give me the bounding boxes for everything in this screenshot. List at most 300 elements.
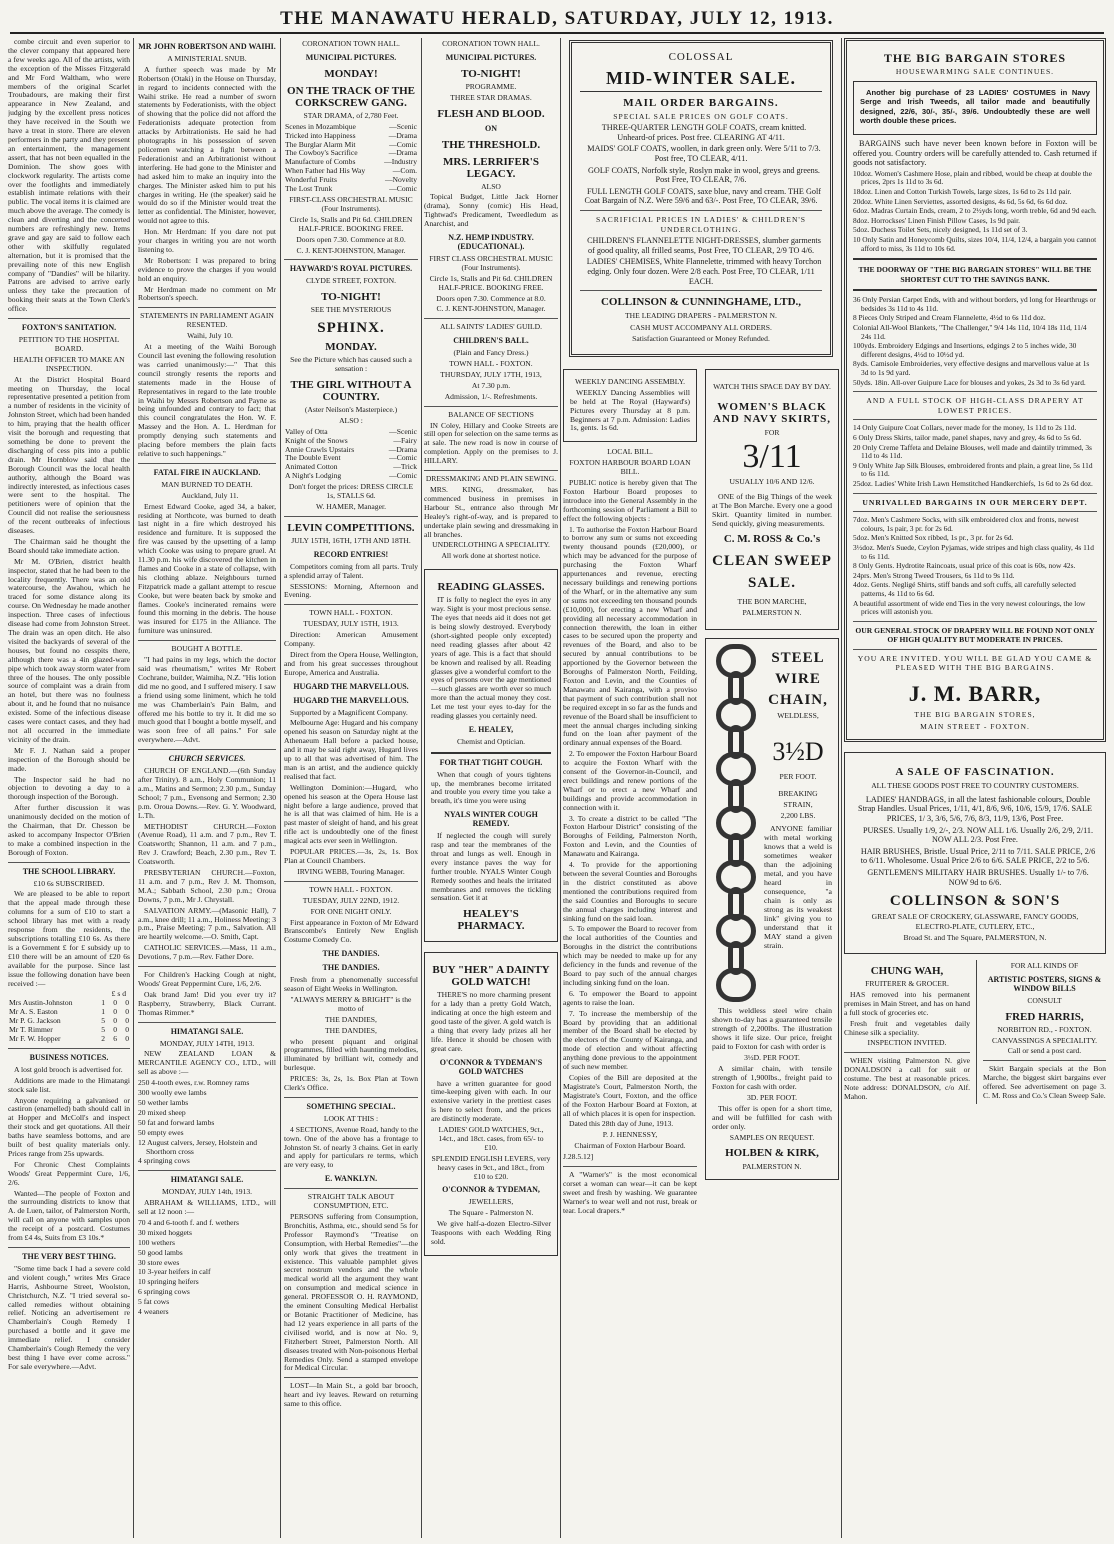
headline: CHURCH SERVICES. [168,754,246,764]
programme-kind: —Drama [388,148,417,158]
ad-heading: THE DANDIES. [322,949,380,959]
list-item: 5doz. Duchess Toilet Sets, nicely designed, 1s 11d set of 3. [853,225,1028,235]
divider [853,621,1097,622]
subheadline: HEALTH OFFICER TO MAKE AN INSPECTION. [13,354,125,373]
list-item: 7doz. Men's Cashmere Socks, with silk embroidered clox and fronts, newest colours, 1s pair, 3 pr. for 2s 6d. [853,515,1079,533]
ad-text: USUALLY 10/6 AND 12/6. [729,476,815,486]
article-text: ABRAHAM & WILLIAMS, LTD., will sell at 12 noon :— [138,1198,276,1217]
ad-text: This offer is open for a short time, and will be fulfilled for cash with order only. [712,1103,832,1131]
lower-row [563,365,839,1218]
ad-heading: BALANCE OF SECTIONS [448,409,534,419]
ad-text: TUESDAY, JULY 15TH, 1913. [303,619,399,629]
ad-text: CLYDE STREET, FOXTON. [305,276,397,286]
ad-text: have a written guarantee for good time-keeping given with each. In our extensive variety in the prettiest cases is here to select from, and the prices are distinctly moderate. [431,1078,551,1124]
programme-title: Valley of Otta [285,426,328,436]
article-text: Mr F. J. Nathan said a proper inspection of the Borough should be made. [8,745,130,773]
ad-text: INSPECTION INVITED. [867,1038,947,1048]
ad-heading: SPECIAL SALE PRICES ON GOLF COATS. [613,111,789,121]
ad-text: Circle 1s, Stalls and Pit 6d. CHILDREN HALF-PRICE. BOOKING FREE. [289,214,413,233]
ad-heading: SACRIFICIAL PRICES IN LADIES' & CHILDREN'S UNDERCLOTHING. [595,214,807,234]
sale-date: MONDAY, JULY 14th, 1913. [161,1187,253,1197]
table-cell: Mr A. S. Easton [9,1007,58,1017]
column-4 [424,38,558,1538]
ad-text: THREE-QUARTER LENGTH GOLF COATS, cream knitted. Unheard-of prices. Post free. CLEARING AT 4/11. [601,123,807,142]
programme-kind: —Trick [393,462,417,472]
ad-text: THE DANDIES, [325,1014,377,1024]
list-item: 24prs. Men's Strong Tweed Trousers, 6s 11d to 9s 11d. [853,570,1015,580]
ad-box [844,752,1106,954]
ad-text: 4. To provide for the apportioning between the several Counties and Boroughs in the district constituted as above mentioned the contributions required from the said Counties and Boroughs to secure the annual charges including interest and sinking fund on the said loan. [563,860,697,923]
ad-text: Circle 1s, Stalls and Pit 6d. CHILDREN HALF-PRICE. BOOKING FREE. [429,273,553,292]
ad-heading: LOCAL BILL. [607,447,653,457]
ad-text: 1. To authorise the Foxton Harbour Board to borrow any sum or sums not exceeding twenty thousand pounds (£20,000), or which may be advanced for the purpose of purchasing the Foxton Wharf appurtenances and revenue, erecting necessary buildings and renewing portions of the Wharf, or in the alternative any sum or sums not exceeding ten thousand pounds (£10,000), for erecting a new Wharf and providing all necessary accommodation in connection therewith, the loan in either cases to be secured upon the property and revenues of the Board, and also to be secured by annual contributions to be apportioned by the Governor between the Boroughs of Palmerston North, Feilding, Foxton and Levin, and the Counties of Manawatu and Kairanga, with a proviso that payment of such contribution shall not be required except in so far as the funds and revenue of the Board shall be insufficient to meet the annual charges including sinking fund on the loan after payment of the ordinary annual expenses of the Board. [563,524,697,748]
column-rule [560,38,561,1538]
article-text: "I had pains in my legs, which the doctor said was rheumatism," writes Mr Robert Cochrane, builder, Waimiha, N.Z. "His lotion did me no good, and I suffered misery. I saw a friend using some liniment, which he told me was Chamberlain's Pain Balm, and offered me his bottle to try it. It did me so much good that I bought a bottle myself, and was soon free of all pains." For sale everywhere.—Advt. [138,655,276,745]
programme-title: The Cowboy's Sacrifice [285,148,358,158]
ad-heading: CORONATION TOWN HALL. [442,39,540,48]
list-item: Colonial All-Wool Blankets, "The Challenger," 9/4 14s 11d, 10/4 18s 11d, 11/4 24s 11d. [853,323,1087,341]
ad-title: ON THE TRACK OF THE CORKSCREW GANG. [287,84,415,109]
table-cell: 0 [125,1025,129,1035]
table-cell: 0 [125,1033,129,1043]
programme-title: Annie Crawls Upstairs [285,444,355,454]
ad-text: "ALWAYS MERRY & BRIGHT" is the motto of [290,994,412,1013]
price: 3D. PER FOOT. [746,1092,798,1102]
divider [138,1022,276,1023]
ad-text: 5. To empower the Board to recover from the local authorities of the Counties and Boroughs in the district the contributions which may be needed to make up for any deficiency in the funds and revenue of the Board to pay such of the annual charges including sinking fund on the loan. [563,924,697,987]
ad-title: CHAIN, [768,691,828,708]
programme-list [284,123,418,194]
ad-heading: RECORD ENTRIES! [313,549,389,559]
ad-text: CONSULT [1027,995,1062,1005]
ad-title: SPHINX. [317,320,385,337]
divider [138,966,276,967]
table-cell: 6 [113,1033,117,1043]
headline: FATAL FIRE IN AUCKLAND. [153,467,261,477]
list-item: 20 Only Creme Taffeta and Delaine Blouses, well made and daintily trimmed, 3s 11d to 4s 11d. [853,442,1092,461]
ad-text: Don't forget the prices: DRESS CIRCLE 1s, STALLS 6d. [288,482,414,501]
ad-text: (Aster Neilson's Masterpiece.) [304,404,398,414]
ad-text: TUESDAY, JULY 22ND, 1912. [302,895,400,905]
ad-box [563,369,697,442]
programme-title: The Double Event [285,453,341,463]
ad-heading: COLLINSON & CUNNINGHAME, LTD., [600,296,802,309]
ad-text: WELDLESS, [777,710,819,720]
list-item: 5 fat cows [138,1297,170,1307]
programme-title: Tricked into Happiness [285,130,356,140]
ad-title: TO-NIGHT! [461,67,521,80]
ad-text: Satisfaction Guaranteed or Money Refunded. [632,334,770,344]
article-text: CATHOLIC SERVICES.—Mass, 11 a.m., Devotions, 7 p.m.—Rev. Father Dore. [138,943,276,962]
ad-text: If neglected the cough will surely rasp and tear the membranes of the throat and lungs as well. Enough in every instance paves the way for further trouble. NYALS Winter Cough Remedy soothes and heals the irritated membranes and removes the tickling sensation. Get it at [431,831,551,903]
ad-text: Copies of the Bill are deposited at the Magistrate's Court, Palmerston North, the Magistrate's Court, Foxton, and the office of the Foxton Harbour Board at Foxton, at all of which places it is open for inspection. [563,1072,697,1118]
ad-heading: SOMETHING SPECIAL. [306,1101,396,1111]
ad-column [705,365,839,1218]
sale-list [138,1219,276,1317]
ad-text: CHILDREN'S FLANNELETTE NIGHT-DRESSES, slumber garments of good quality, all frilled seams, Post Free, TO CLEAR, 2/9 TO 4/6. [587,236,821,255]
ad-heading: AND A FULL STOCK OF HIGH-CLASS DRAPERY AT LOWEST PRICES. [866,396,1084,415]
article-text: At the District Hospital Board meeting on Thursday, the local representative presented a petition from a number of residents in the vicinity of Johnston Street, which had been handed to him, praying that the health officer visit the borough and requesting that something be done to prevent the discharging of cess pits into a public drain. Mr Hornblow said that the Borough Council was the local health authority, although the Board was indirectly interested, as infectious cases were sent to the hospital. The petitioners were of opinion that the Council did not realise the seriousness of the recent outbreaks of infectious diseases. [8,374,130,536]
list-item: 50 wether lambs [138,1097,189,1107]
divider [853,511,1097,512]
programme-kind: —Comic [389,471,417,481]
article-text: The Inspector said he had no objection to devoting a day to a thorough inspection of the Borough. [8,774,130,802]
ad-heading: THE DOORWAY OF "THE BIG BARGAIN STORES" WILL BE THE SHORTEST CUT TO THE SAVINGS BANK. [858,265,1092,284]
ad-text: All work done at shortest notice. [441,551,541,561]
ad-heading: YOU ARE INVITED. YOU WILL BE GLAD YOU CAME & PLEASED WITH THE BIG BARGAINS. [857,653,1093,673]
ad-text: MAIDS' GOLF COATS, woollen, in dark green only. Were 5/11 to 7/3. Post free, TO CLEAR, 4/11. [587,144,821,163]
list-item: 10 springing heifers [138,1277,199,1287]
programme-row [284,472,418,481]
ad-highlight [853,81,1097,135]
divider [138,1170,276,1171]
price: 3/11 [742,437,802,475]
programme-title: Knight of the Snows [285,435,348,445]
table-cell: Mr P. G. Jackson [9,1016,61,1026]
ad-text: Fresh fruit and vegetables daily Chinese silk a speciality. [844,1018,970,1037]
divider [284,881,418,882]
ad-text: A similar chain, with tensile strength of 1,900lbs., freight paid to Foxton for cash with order. [712,1063,832,1091]
ad-text: Admission, 1/-. Refreshments. [444,391,538,401]
ad-heading: COLOSSAL [668,51,734,63]
ad-text: FULL LENGTH GOLF COATS, saxe blue, navy and cream. THE Golf Coat Bargain of N.Z. Were 59/6 and 63/-. Post Free, TO CLEAR, 39/6. [584,186,821,206]
divider [853,649,1097,650]
ad-text: Dated this 28th day of June, 1913. [569,1119,674,1129]
ad-text: At 7.30 p.m. [471,380,511,390]
ad-text: Another big purchase of 23 LADIES' COSTUMES in Navy Serge and Irish Tweeds, all tailor made and beautifully designed, 22/6, 30/-, 35/-, 39/6. Undoubtedly these are well worth double these prices. [860,87,1090,126]
divider [8,318,130,319]
list-item: 30 store ewes [138,1257,180,1267]
ad-title: HEALEY'S PHARMACY. [457,908,525,933]
ad-text: PURSES. Usually 1/9, 2/-, 2/3. NOW ALL 1/6. Usually 2/6, 2/9, 2/11. NOW ALL 2/3. Post Free. [862,825,1094,845]
table-cell: 5 [101,1025,105,1035]
article-text: Oak brand Jam! Did you ever try it? Raspberry, Strawberry, Black Currant. Thomas Rimmer.* [138,989,276,1017]
ad-text: SAMPLES ON REQUEST. [729,1132,815,1142]
column-2 [138,38,276,1538]
article-text: Anyone requiring a galvanised or castiron (enamelled) bath should call in at Hopper and McColl's and inspect their stock and get quotations. All their baths have seamless bottoms, and are built of best quality materials only. Prices range from 25s upwards. [8,1095,130,1158]
ad-text: THE DANDIES, [325,1025,377,1035]
ad-text: Topical Budget, Little Jack Horner (drama), Sonny (comic) His Head, Tightwad's Predicament, Tweedledum as Anarchist, and [424,192,558,229]
bargain-list [853,296,1097,387]
ad-text: ANYONE familiar with metal working knows that a weld is sometimes weaker than the adjoining metal, and you have heard in consequence, "a chain is only as strong as its weakest link" giving you to understand that it MAY stand a given strain. [764,823,832,950]
ad-text: MRS. KING, dressmaker, has commenced business in premises in Harbour St., entrance also through Mr Healey's right-of-way, and is prepared to undertake plain sewing and dressmaking in all branches. [424,485,558,539]
masthead: THE MANAWATU HERALD, SATURDAY, JULY 12, 1913. [10,6,1104,34]
table-cell: 0 [113,1016,117,1026]
ad-heading: MAIL ORDER BARGAINS. [623,96,779,109]
ad-text: The Square - Palmerston N. [448,1208,534,1218]
ad-title: A SALE OF FASCINATION. [895,766,1055,779]
ad-text: 3. To create a district to be called "The Foxton Harbour District" consisting of the Boroughs of Feilding, Palmerston North, Foxton and Levin, and the Counties of Manawatu and Kairanga. [563,813,697,859]
article-text: PRESBYTERIAN CHURCH.—Foxton, 11 a.m. and 7 p.m., Rev J. M. Thomson, M.A.; Sabbath School, 2.30 p.m.; Oroua Downs, 7 p.m., Mr J. Chrystall. [138,868,276,904]
divider [424,318,558,319]
list-item: 30 mixed hoggets [138,1227,192,1237]
article-text: combe circuit and even superior to the clever company that appeared here a few weeks ago. All of the artists, with the exception of the Misses Fitzgerald and Mr Ford Waltham, who were members of the original Scarlet Troubadours, are making their first appearance in New Zealand, and judging by the excellent press notices they have received in the South we have a treat in store. There are eleven performers in the party and they present an entertainment, the management assert, that has not been equalled in the Dominion. The show goes with clockwork regularity. The artists come over the footlights and immediately establish intimate relations with their public. The vocal items it is claimed are much above the average. The comedy is clean and diverting and the concerted numbers are refreshingly new. Items grave and gay are said to follow each other with skilfully regulated alternation, but it is promised that the prevailing note of this new English company of "Dandies" will be hilarity. Patrons are advised to arrive early unless they take the precaution of booking their seats at the Town Clerk's office. [8,38,130,314]
programme-title: Manufacture of Combs [285,157,356,167]
headline: FOXTON'S SANITATION. [21,323,117,333]
ad-heading: ALL SAINTS' LADIES' GUILD. [439,322,542,332]
ad-text: ALSO [481,181,501,191]
ad-text: IT is folly to neglect the eyes in any way. Sight is your most precious sense. The eyes that needs aid it does not get is being slowly destroyed. Everybody (short-sighted people only excepted) need reading glasses after about 42 years of age. This is a fact that should be known and realised by all. Reading glasses give a wonderful comfort to the eyes of persons over the age mentioned—such glasses are worth ever so much more than the actual money they cost. Let me test your eyes to-day for the reading glasses you certainly need. [431,595,551,721]
headline: THE SCHOOL LIBRARY. [22,866,116,876]
ad-text: Call or send a post card. [1007,1046,1082,1056]
column-3 [284,38,418,1538]
divider [580,290,822,291]
ad-text: POPULAR PRICES.—3s, 2s, 1s. Box Plan at Council Chambers. [284,847,418,865]
divider [424,470,558,471]
programme-title: The Lost Trunk [285,184,333,194]
ad-heading: FOR THAT TIGHT COUGH. [439,757,543,767]
column-5 [563,38,839,1538]
divider [853,289,1097,291]
list-item: A beautiful assortment of wide end Ties in the very newest colourings, the low prices will astonish you. [853,598,1086,617]
ad-text: 7. To increase the membership of the Board by providing that an additional member of the Board shall be elected by the electors of the County of Kairanga, and mode of election and without affecting anything done previous to the appointment of such new member. [563,1008,697,1072]
ad-box [705,638,839,1180]
ad-heading: OUR GENERAL STOCK OF DRAPERY WILL BE FOUND NOT ONLY OF HIGH QUALITY BUT MODERATE IN PRICES. [855,625,1095,645]
programme-list [284,428,418,481]
ad-title: MONDAY. [325,341,377,354]
table-row [8,1035,130,1044]
ad-text: WATCH THIS SPACE DAY BY DAY. [713,381,831,391]
ad-text: C. J. KENT-JOHNSTON, Manager. [436,304,546,314]
ad-text: CANVASSINGS A SPECIALITY. [991,1035,1097,1045]
table-cell: 1 [101,998,105,1008]
ad-text: SEE THE MYSTERIOUS [310,305,392,315]
ad-box [844,38,1106,742]
programme-kind: —Drama [388,130,417,140]
ad-title: MRS. LERRIFER'S LEGACY. [443,155,539,180]
ad-text: SESSIONS: Morning, Afternoon and Evening. [284,581,418,600]
ad-text: When that cough of yours tightens up, the membranes become irritated and trouble you every time you take a breath, it's time you were using [431,769,551,806]
ad-text: PALMERSTON N. [742,607,802,617]
ad-text: LADIES' CHEMISES, White Flannelette, trimmed with heavy Torchon edging. Only four dozen. Were 2/8 each. Post Free, TO CLEAR, 1/11 EACH. [586,257,822,286]
ad-text: Broad St. and The Square, PALMERSTON, N. [903,933,1047,943]
list-item: 4doz. Gents. Negligé Shirts, stiff bands and soft cuffs, all carefully selected patterns, 4s 11d to 6s 6d. [853,580,1076,598]
ad-text: FOR ALL KINDS OF [1010,960,1079,970]
divider [138,749,276,750]
ad-text: 6. To empower the Board to appoint agents to raise the loan. [563,988,697,1007]
bargain-list [853,424,1097,488]
divider [138,640,276,641]
column-6 [844,38,1106,1538]
subheadline: STATEMENTS IN PARLIAMENT AGAIN RESENTED. [140,311,274,330]
divider [8,862,130,863]
price: 3½D [772,736,824,766]
ad-heading: THE DANDIES. [322,963,380,973]
ad-title: J. M. BARR, [908,681,1042,707]
divider [563,1166,697,1167]
donation-table [8,999,130,1044]
programme-title: The Burglar Alarm Mit [285,139,356,149]
ad-text: FIRST CLASS ORCHESTRAL MUSIC (Four Instruments). [429,253,553,272]
table-cell: 0 [125,1016,129,1026]
divider [138,307,276,308]
ad-text: THURSDAY, JULY 17TH, 1913, [440,369,542,379]
programme-title: When Father had His Way [285,166,366,176]
ad-title: CHUNG WAH, [870,964,944,977]
ad-heading: FOXTON HARBOUR BOARD LOAN BILL. [569,458,691,477]
table-cell: Mr T. Rimmer [9,1025,53,1035]
article-text: Additions are made to the Himatangi stock sale list. [8,1075,130,1094]
ad-title: THE GIRL WITHOUT A COUNTRY. [290,378,412,403]
headline: HIMATANGI SALE. [170,1026,244,1036]
list-item: 6 Only Dress Skirts, tailor made, panel shapes, navy and grey, 4s 6d to 5s 6d. [853,433,1082,442]
article-text: "Some time back I had a severe cold and violent cough," writes Mrs Grace Harris, Ashbourne Street, Woolston, Christchurch, N.Z. "I tried several so-called remedies without obtaining relief. Noticing an advertisement re Chamberlain's Cough Remedy I purchased a bottle and it gave me immediate relief. I consider Chamberlain's Cough Remedy the very best thing I have ever come across." For sale everywhere.—Advt. [8,1263,130,1371]
list-item: 4 weaners [138,1307,169,1317]
ad-title: WIRE [775,670,821,687]
ad-text: PERSONS suffering from Consumption, Bronchitis, Asthma, etc., should send 5s for Professor Raymond's "Treatise on Consumption, with Herbal Remedies"—the only work that gives the treatment in existence. This valuable pamphlet gives secret nostrum vendors and the whole medical world all the argument they want on consumption and medical science in general. PROFESSOR O. H. RAYMOND, the eminent Consulting Medical Herbalist or Botanic Practitioner of Medicine, has had 12 years experience in all parts of the civilised world, and is now at No. 9, Fitzherbert Street, Palmerston North. All diseases treated with Non-poisonous Herbal Remedies Only. Send a stamped envelope for Medical Circular. [284,1212,418,1373]
ad-text: C. J. KENT-JOHNSTON, Manager. [296,245,406,255]
ad-text: WHEN visiting Palmerston N. give DONALDSON a call for suit or costume. The best at reasonable prices. Note address: DONALDSON, c/o Alf. Mahon. [844,1056,970,1101]
bargain-list [853,516,1097,617]
notice-column [563,365,697,1218]
ad-box [705,369,839,630]
price: 3½D. PER FOOT. [744,1052,800,1062]
ad-text: Melbourne Age: Hugard and his company opened his season on Saturday night at the Athenaeum Hall before a packed house, and it may be said right away, Hugard lives up to all that was advertised of him. The man is an artist, and the audience quickly realised that fact. [284,718,418,781]
ad-heading: HOLBEN & KIRK, [725,1146,819,1159]
article-text: At a meeting of the Waihi Borough Council last evening the following resolution was carried unanimously:—" That this council strongly resents the reports and statements made in the House of Representatives in regard to the late trouble in Waihi by Messrs Robertson and Payne as being unfounded and contrary to fact; that this council congratulates the Hon. W. F. Massey and the Hon. A. L. Herdman for promptly denying such statements and placing before members the plain facts relative to such happenings." [138,342,276,458]
list-item: 14 Only Guipure Coat Collars, never made for the money, 1s 11d to 2s 11d. [853,423,1077,433]
headline: BUSINESS NOTICES. [29,1052,109,1062]
ad-text: Wellington Dominion:—Hugard, who opened his season at the Opera House last night before a large audience, proved that he is all that was claimed of him. He is a past master of sleight of hand, and his great rifle act is undoubtedly one of the finest magical acts ever seen in Wellington. [284,782,418,846]
ad-heading: HUGARD THE MARVELLOUS. [293,681,409,691]
ad-text: WEEKLY Dancing Assemblies will be held at The Royal (Hayward's) Pictures every Thursday at 8 p.m. Beginners at 7 p.m. Admission: Ladies 1s, gents. 1s 6d. [570,387,690,433]
article-text: After further discussion it was unanimously decided on the motion of the Chairman, that Dr. Chesson be asked to accompany Inspector O'Brien to make a combined inspection in the Borough of Foxton. [8,803,130,857]
ad-text: This weldless steel wire chain shown to-day has a guaranteed tensile strength of 2,200lbs. The illustration shows it life size. Our price, freight paid to Foxton for cash with order is [712,1005,832,1051]
chain-illustration [712,645,760,1002]
article-text: Mr Herdman made no comment on Mr Robertson's speech. [138,284,276,303]
ad-text: LOST—In Main St., a gold bar brooch, heart and ivy leaves. Reward on returning same to this office. [284,1381,418,1409]
ad-text: PUBLIC notice is hereby given that The Foxton Harbour Board proposes to introduce into the General Assembly in the forthcoming session of Parliament a Bill to effect the following objects : [563,478,697,523]
divider [284,259,418,260]
list-item: 50 good lambs [138,1247,183,1257]
list-item: 36 Only Persian Carpet Ends, with and without borders, yd long for Hearthrugs or bedsides 3s 11d to 4s 11d. [853,295,1096,313]
list-item: 50 empty ewes [138,1127,184,1137]
ad-title: FRED HARRIS, [1005,1010,1084,1023]
article-text: For Chronic Chest Complaints Woods' Great Peppermint Cure, 1/6, 2/6. [8,1159,130,1187]
list-item: 50yds. 18in. All-over Guipure Lace for blouses and yokes, 2s 3d to 3s 6d yard. [853,377,1086,387]
table-cell: 0 [113,1007,117,1017]
ad-text: FOR [764,427,780,437]
ad-heading: ALL THESE GOODS POST FREE TO COUNTRY CUSTOMERS. [871,781,1079,791]
ad-text: Direction: American Amusement Company. [284,630,418,649]
ad-heading: E. HEALEY, [468,724,514,734]
ad-text: P. J. HENNESSY, [602,1130,658,1140]
ad-heading: FRUITERER & GROCER. [865,978,949,988]
article-text: Hon. Mr Herdman: If you dare not put your charges in writing you are not worth listening to. [138,227,276,254]
list-item: 12 August calvers, Jersey, Holstein and Shorthorn cross [138,1137,258,1156]
ad-heading: ARTISTIC POSTERS, SIGNS & WINDOW BILLS [987,974,1102,993]
article-text: The Chairman said he thought the Board should take immediate action. [8,536,130,555]
ad-heading: HAYWARD'S ROYAL PICTURES. [289,264,413,274]
divider [844,1052,970,1053]
ad-text: Doors open 7.30. Commence at 8.0. [296,234,406,244]
ad-heading: E. WANKLYN. [324,1174,378,1184]
lower-row [844,960,1106,1104]
ad-title: LEVIN COMPETITIONS. [287,521,415,534]
ad-title: WOMEN'S BLACK AND NAVY SKIRTS, [713,400,831,425]
ad-heading: NYALS WINTER COUGH REMEDY. [444,810,538,829]
ad-text: Doors open 7.30. Commence at 8.0. [436,293,546,303]
ad-title: MONDAY! [324,67,378,80]
ad-text: Competitors coming from all parts. Truly a splendid array of Talent. [284,561,418,580]
headline: HIMATANGI SALE. [170,1175,244,1185]
article-text: METHODIST CHURCH.—Foxton (Avenue Road), 11 a.m. and 7 p.m., Rev T. Coatsworth; Shannon, 11 a.m. and 7 p.m., Rev J. Crawford; Beach, 2.30 p.m., Rev T. Coatsworth. [138,821,276,867]
ad-text: See the Picture which has caused such a sensation : [290,355,412,374]
list-item: 10doz. Women's Cashmere Hose, plain and ribbed, would be cheap at double the prices, 2prs 1s 11d to 3s 6d. [853,168,1092,187]
ad-text: IN Coley, Hillary and Cooke Streets are still open for selection on the same terms as at sale. The new road is now in course of completion. Apply on the premises to J. HILLARY. [424,420,558,466]
divider [431,752,551,754]
ad-text: THERE'S no more charming present for a lady than a pretty Gold Watch, indicating at once the high esteem and good taste of the giver. A gold watch is a thing that every lady prizes all her life. Hence it should be chosen with great care. [431,990,551,1053]
ad-text: FIRST-CLASS ORCHESTRAL MUSIC (Four Instruments). [289,194,413,213]
programme-kind: —Novelty [384,175,417,185]
ad-heading: WEEKLY DANCING ASSEMBLY. [574,376,686,386]
ad-text: THREE STAR DRAMAS. [450,92,532,102]
list-item: 20doz. White Linen Serviettes, assorted designs, 4s 6d, 5s 6d, 6s 6d doz. [853,196,1068,206]
column-rule [421,38,422,1538]
ad-heading: UNRIVALLED BARGAINS IN OUR MERCERY DEPT. [862,497,1088,507]
ad-title: STEEL [771,649,825,666]
divider [853,391,1097,392]
ad-column [844,960,970,1104]
ad-heading: ON [485,123,497,133]
ad-text: JULY 15TH, 16TH, 17TH AND 18TH. [291,535,411,545]
ad-text: SPLENDID ENGLISH LEVERS, very heavy cases in 9ct., and 18ct., from £10 to £20. [431,1153,551,1181]
table-cell: Mr F. W. Hopper [9,1033,61,1043]
list-item: 250 4-tooth ewes, r.w. Romney rams [138,1078,250,1088]
ad-text: 2. To empower the Foxton Harbour Board to acquire the Foxton Wharf with the consent of the Governor-in-Council, and erect buildings and renew portions of the Wharf or to erect a new Wharf and buildings and provide accommodation in connection with it. [563,749,697,812]
ad-heading: O'CONNOR & TYDEMAN, [442,1185,540,1195]
programme-title: Wonderful Fruits [285,175,337,185]
column-rule [280,38,281,1538]
article-text: Wanted—The people of Foxton and the surrounding districts to know that A. de Luen, tailor, of Palmerston North, will call on anyone with samples upon the receipt of a postcard. Costumes from £4 4s, Suits from £3 10s.* [8,1188,130,1243]
chain-ad-top [712,645,832,1002]
ad-text: Chairman of Foxton Harbour Board. [574,1141,686,1151]
list-item: 18doz. Linen and Cotton Turkish Towels, large sizes, 1s 6d to 2s 11d pair. [853,186,1072,196]
column-1 [8,38,130,1538]
sale-date: MONDAY, JULY 14TH, 1913. [159,1038,255,1048]
chain-link-icon [716,968,756,1002]
table-cell: 2 [101,1033,105,1043]
programme-kind: —Scenic [389,121,417,131]
divider [138,463,276,464]
divider [8,1048,130,1049]
ad-text: BREAKING [778,788,818,798]
table-cell: 0 [113,998,117,1008]
ad-title: FLESH AND BLOOD. [437,107,545,120]
list-item: 100yds. Embroidery Edgings and Insertions, edgings 2 to 5 inches wide, 30 different designs, 4½d to 10½d yd. [853,341,1077,359]
ad-text: PRICES: 3s, 2s, 1s. Box Plan at Town Clerk's Office. [284,1074,418,1093]
list-item: 4 springing cows [138,1156,190,1166]
ad-box [424,569,558,942]
ad-text: (Plain and Fancy Dress.) [453,348,529,358]
list-item: 6 springing cows [138,1287,190,1297]
article-text: A further speech was made by Mr Robertson (Otaki) in the House on Thursday, in regard to incidents connected with the Waihi strike. He read a number of sworn statements by Federationists, with the object of showing that the police did not afford the Federationists adequate protection from attacks by Arbitrationists. He said he had photographs in his possession of seven policemen watching a fight between a Federationist and an Arbitrationist without interfering. He had gone to the Minister and had asked him to make an inquiry into the charges. The Minister asked him to put his charges in writing. He (the speaker) said he would do so if the Minister would treat the letter as confidential. The Minister, however, would not agree to this. [138,64,276,226]
list-item: 10 3-year heifers in calf [138,1267,211,1277]
ad-box [569,40,833,357]
list-item: 70 4 and 6-tooth f. and f. wethers [138,1217,240,1227]
ad-text: ONE of the Big Things of the week at The Bon Marche. Every one a good Skirt. Quantity limited in number. Send quickly, giving measurements. [712,491,832,528]
ad-heading: CHILDREN'S BALL. [453,336,529,346]
ad-title: COLLINSON & SON'S [889,893,1061,910]
sale-list [138,1079,276,1166]
programme-kind: —Fairy [393,435,417,445]
list-item: 20 mixed sheep [138,1107,186,1117]
programme-row [284,185,418,194]
divider [284,604,418,605]
ad-heading: TOWN HALL - FOXTON. [309,884,393,894]
ad-text: CASH MUST ACCOMPANY ALL ORDERS. [630,322,772,332]
ad-heading: MUNICIPAL PICTURES. [305,52,397,62]
